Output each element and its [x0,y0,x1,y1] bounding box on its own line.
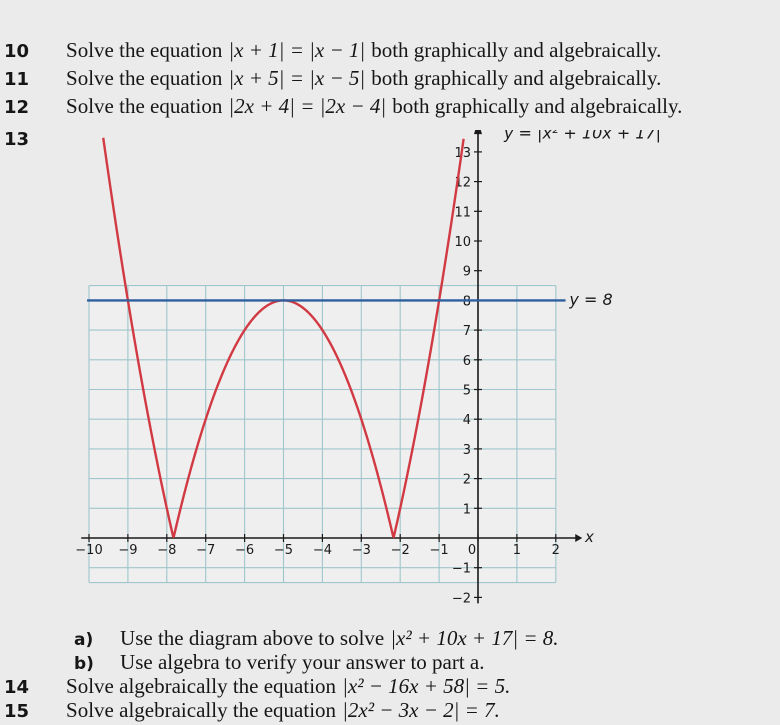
problem-tail: both graphically and algebraically. [371,66,662,90]
problem-13-part-b [0,650,485,675]
x-tick-label: −8 [157,543,177,558]
problem-text: Solve the equation [66,94,223,118]
part-label: b) [74,654,94,674]
problem-14 [0,674,510,699]
y-tick-label: 7 [462,324,471,340]
x-tick-label: −2 [390,543,410,558]
equation: |2x² − 3x − 2| = 7. [342,698,500,722]
equation: |x² + 10x + 17| = 8. [390,626,559,650]
x-tick-label: 0 [467,543,477,558]
graph-figure [0,130,780,610]
problem-number: 11 [4,69,30,90]
problem-tail: both graphically and algebraically. [371,38,662,62]
curve-label: y = |x² + 10x + 17| [504,130,662,143]
problem-text: Solve algebraically the equation [66,698,337,722]
x-tick-label: −6 [235,543,255,558]
x-tick-label: −3 [351,543,371,558]
x-tick-label: −5 [273,543,294,558]
y-tick-label: 2 [462,472,471,488]
part-text: Use the diagram above to solve [120,626,385,650]
y-tick-label: 11 [454,205,471,221]
part-label: a) [74,630,94,650]
y-tick-label: 9 [462,264,471,280]
x-tick-label: −10 [75,543,103,558]
equation: |2x + 4| = |2x − 4| [228,94,387,118]
y-tick-label: 1 [462,502,471,518]
line-label: y = 8 [569,289,613,309]
x-tick-label: 1 [512,543,522,558]
y-tick-label: 13 [454,145,471,161]
y-tick-label: 6 [462,353,471,369]
problem-number: 14 [4,677,30,698]
equation: |x² − 16x + 58| = 5. [342,674,511,698]
x-axis-arrow-icon [575,534,582,542]
problem-number: 12 [4,97,30,118]
y-tick-label: 8 [462,294,471,310]
part-text: Use algebra to verify your answer to part a. [120,650,485,674]
problem-12 [0,94,682,119]
x-tick-label: 2 [551,543,560,558]
x-tick-label: −4 [312,543,332,558]
problem-tail: both graphically and algebraically. [392,94,683,118]
problem-number: 13 [4,129,30,150]
y-tick-label: 10 [454,235,471,250]
problem-10 [0,38,661,63]
problem-text: Solve algebraically the equation [66,674,337,698]
y-tick-label: 4 [462,413,471,429]
problem-number: 10 [4,41,30,62]
x-tick-label: −9 [118,543,138,558]
x-tick-label: −1 [429,543,449,558]
y-tick-label: 12 [454,175,471,191]
x-axis-label: x [584,528,594,546]
problem-text: Solve the equation [66,66,223,90]
problem-13-part-a [0,626,559,651]
y-axis-arrow-icon [474,130,482,134]
y-tick-label: −1 [451,561,471,577]
x-tick-label: −7 [196,543,216,558]
equation: |x + 1| = |x − 1| [228,38,366,62]
equation: |x + 5| = |x − 5| [228,66,366,90]
y-tick-label: 5 [462,383,471,399]
problem-number: 15 [4,701,30,722]
y-tick-label: 3 [462,442,471,458]
problem-15 [0,698,500,723]
problem-11 [0,66,661,91]
problem-text: Solve the equation [66,38,223,62]
y-tick-label: −2 [451,591,471,607]
graph-svg [0,130,780,610]
